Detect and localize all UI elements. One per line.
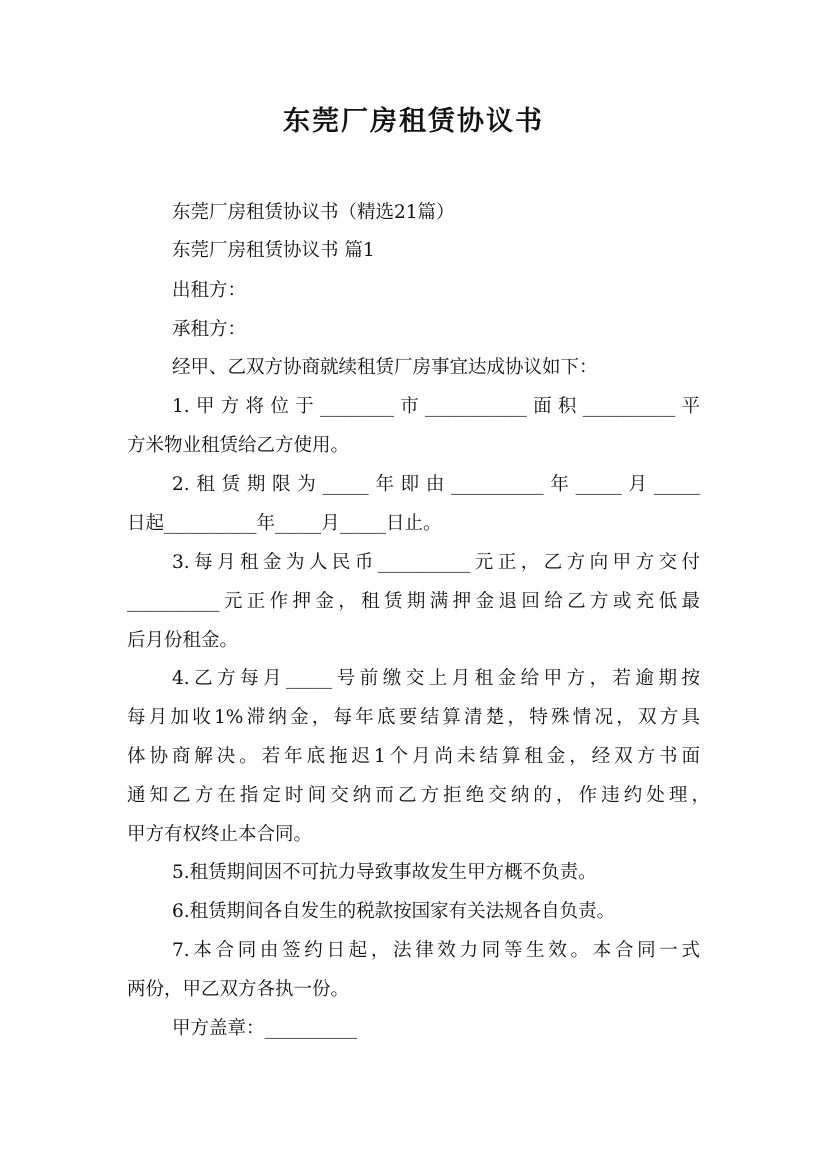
section-heading: 东莞厂房租赁协议书 篇1: [172, 240, 375, 261]
clause-4-line-4: 通知乙方在指定时间交纳而乙方拒绝交纳的，作违约处理，: [127, 785, 710, 806]
clause-3-line-1: 3.每月租金为人民币__________元正，乙方向甲方交付: [172, 552, 700, 573]
lessee-label: 承租方：: [172, 319, 247, 340]
clause-5: 5.租赁期间因不可抗力导致事故发生甲方概不负责。: [172, 862, 597, 883]
clause-3-line-3: 后月份租金。: [127, 630, 239, 651]
clause-4-line-2: 每月加收1%滞纳金，每年底要结算清楚，特殊情况，双方具: [127, 707, 700, 728]
clause-1-line-1: 1.甲方将位于________市___________面积__________平: [172, 396, 700, 417]
clause-4-line-1: 4.乙方每月_____号前缴交上月租金给甲方，若逾期按: [172, 668, 700, 689]
agreement-intro: 经甲、乙双方协商就续租赁厂房事宜达成协议如下：: [172, 357, 598, 378]
lessor-label: 出租方：: [172, 280, 247, 301]
document-title: 东莞厂房租赁协议书: [283, 106, 544, 137]
clause-6: 6.租赁期间各自发生的税款按国家有关法规各自负责。: [172, 901, 616, 922]
clause-7-line-1: 7.本合同由签约日起，法律效力同等生效。本合同一式: [172, 940, 700, 961]
subtitle-line: 东莞厂房租赁协议书（精选21篇）: [172, 202, 455, 223]
clause-1-line-2: 方米物业租赁给乙方使用。: [127, 435, 350, 456]
party-a-seal-line: 甲方盖章：__________: [172, 1018, 358, 1039]
clause-2-line-1: 2.租赁期限为_____年即由__________年_____月_____: [172, 474, 700, 495]
clause-4-line-5: 甲方有权终止本合同。: [127, 824, 313, 845]
clause-2-line-2: 日起__________年_____月_____日止。: [127, 513, 442, 534]
clause-3-line-2: __________元正作押金，租赁期满押金退回给乙方或充低最: [127, 591, 700, 612]
clause-4-line-3: 体协商解决。若年底拖迟1个月尚未结算租金，经双方书面: [127, 746, 700, 767]
clause-7-line-2: 两份，甲乙双方各执一份。: [127, 979, 350, 1000]
